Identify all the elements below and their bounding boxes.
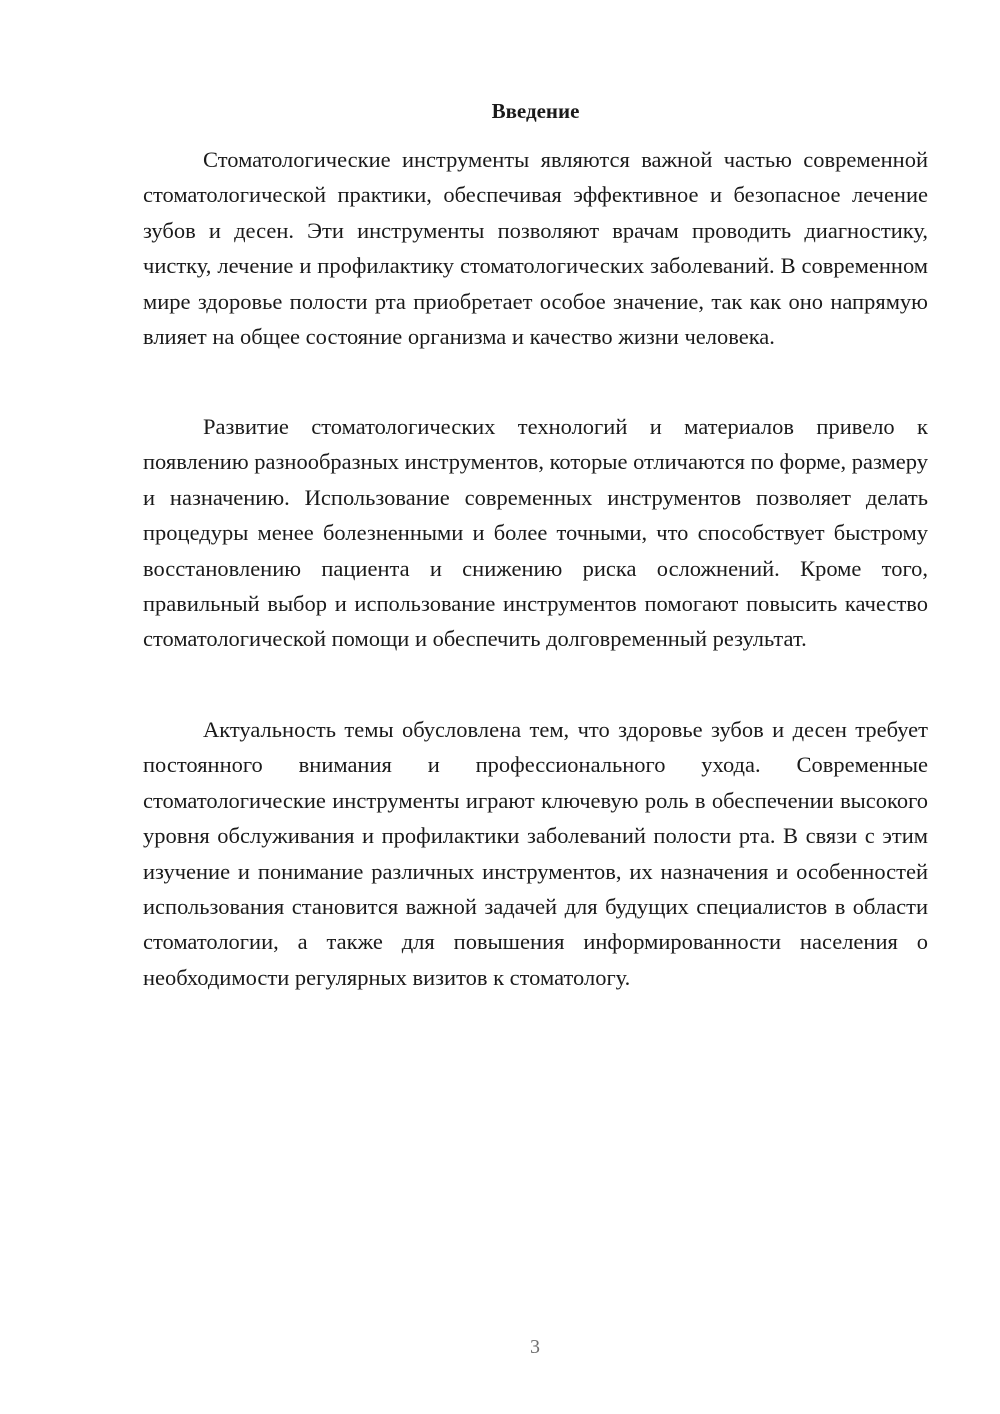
section-heading: Введение	[491, 99, 580, 123]
page-number: 3	[530, 1336, 540, 1358]
paragraph-3: Актуальность темы обусловлена тем, что здоровье зубов и десен требует постоянного внимания и профессионального ухода. Современные стоматологические инструменты играют ключевую роль в обеспечении высокого уровня обслуживания и профилактики заболеваний полости рта. В связи с этим изучение и понимание различных инструментов, их назначения и особенностей использования становится важной задачей для будущих специалистов в области стоматологии, а также для повышения информированности населения о необходимости регулярных визитов к стоматологу.	[143, 717, 928, 990]
paragraph-1: Стоматологические инструменты являются важной частью современной стоматологической практики, обеспечивая эффективное и безопасное лечение зубов и десен. Эти инструменты позволяют врачам проводить диагностику, чистку, лечение и профилактику стоматологических заболеваний. В современном мире здоровье полости рта приобретает особое значение, так как оно напрямую влияет на общее состояние организма и качество жизни человека.	[143, 147, 928, 350]
paragraph-2: Развитие стоматологических технологий и материалов привело к появлению разнообразных инструментов, которые отличаются по форме, размеру и назначению. Использование современных инструментов позволяет делать процедуры менее болезненными и более точными, что способствует быстрому восстановлению пациента и снижению риска осложнений. Кроме того, правильный выбор и использование инструментов помогают повысить качество стоматологической помощи и обеспечить долговременный результат.	[143, 414, 928, 652]
